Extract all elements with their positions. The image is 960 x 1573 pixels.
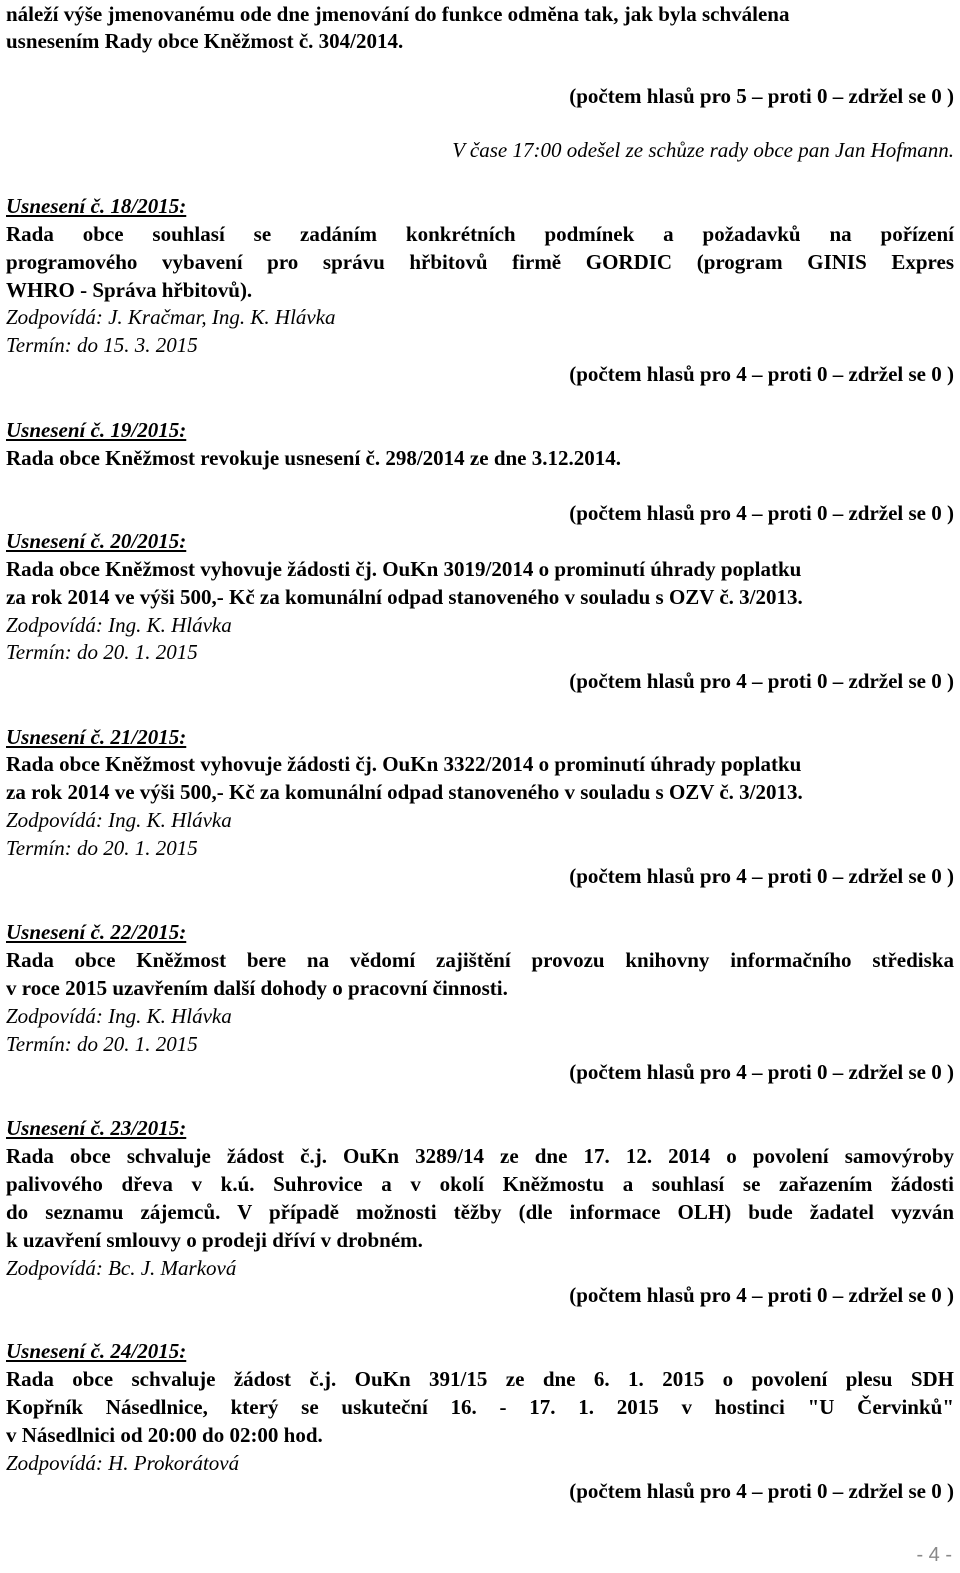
- page-number: - 4 -: [916, 1544, 952, 1566]
- resolution-23-heading: Usnesení č. 23/2015:: [6, 1116, 187, 1140]
- resolution-22-vote: (počtem hlasů pro 4 – proti 0 – zdržel se 0 ): [569, 1060, 954, 1084]
- intro-line-2: usnesením Rady obce Kněžmost č. 304/2014.: [6, 29, 404, 53]
- resolution-23-line-2: palivového dřeva v k.ú. Suhrovice a v okolí Kněžmostu a souhlasí se zařazením žádosti: [6, 1172, 954, 1196]
- resolution-23-line-3: do seznamu zájemců. V případě možnosti těžby (dle informace OLH) bude žadatel vyzván: [6, 1200, 954, 1224]
- resolution-19-vote: (počtem hlasů pro 4 – proti 0 – zdržel se 0 ): [569, 501, 954, 525]
- resolution-23-vote: (počtem hlasů pro 4 – proti 0 – zdržel se 0 ): [569, 1283, 954, 1307]
- intro-vote: (počtem hlasů pro 5 – proti 0 – zdržel se 0 ): [569, 84, 954, 108]
- resolution-21-line-1: Rada obce Kněžmost vyhovuje žádosti čj. OuKn 3322/2014 o prominutí úhrady poplatku: [6, 752, 802, 776]
- resolution-24-line-3: v Násedlnici od 20:00 do 02:00 hod.: [6, 1423, 323, 1447]
- resolution-20-line-2: za rok 2014 ve výši 500,- Kč za komunální odpad stanoveného v souladu s OZV č. 3/2013.: [6, 585, 803, 609]
- departure-note: V čase 17:00 odešel ze schůze rady obce pan Jan Hofmann.: [452, 138, 954, 162]
- resolution-22-responsible: Zodpovídá: Ing. K. Hlávka: [6, 1004, 232, 1028]
- resolution-21-line-2: za rok 2014 ve výši 500,- Kč za komunální odpad stanoveného v souladu s OZV č. 3/2013.: [6, 780, 803, 804]
- resolution-23-line-4: k uzavření smlouvy o prodeji dříví v drobném.: [6, 1228, 423, 1252]
- resolution-22-deadline: Termín: do 20. 1. 2015: [6, 1032, 198, 1056]
- resolution-18-line-2: programového vybavení pro správu hřbitovů firmě GORDIC (program GINIS Expres: [6, 250, 954, 274]
- resolution-20-responsible: Zodpovídá: Ing. K. Hlávka: [6, 613, 232, 637]
- resolution-20-line-1: Rada obce Kněžmost vyhovuje žádosti čj. OuKn 3019/2014 o prominutí úhrady poplatku: [6, 557, 802, 581]
- resolution-23-responsible: Zodpovídá: Bc. J. Marková: [6, 1256, 237, 1280]
- resolution-22-line-1: Rada obce Kněžmost bere na vědomí zajištění provozu knihovny informačního střediska: [6, 948, 954, 972]
- resolution-23-line-1: Rada obce schvaluje žádost č.j. OuKn 3289/14 ze dne 17. 12. 2014 o povolení samovýroby: [6, 1144, 954, 1168]
- resolution-18-heading: Usnesení č. 18/2015:: [6, 194, 187, 218]
- resolution-18-deadline: Termín: do 15. 3. 2015: [6, 333, 198, 357]
- resolution-20-heading: Usnesení č. 20/2015:: [6, 529, 187, 553]
- resolution-21-deadline: Termín: do 20. 1. 2015: [6, 836, 198, 860]
- resolution-22-line-2: v roce 2015 uzavřením další dohody o pracovní činnosti.: [6, 976, 508, 1000]
- resolution-18-line-3: WHRO - Správa hřbitovů).: [6, 278, 253, 302]
- resolution-24-line-2: Kopřník Násedlnice, který se uskuteční 16. - 17. 1. 2015 v hostinci "U Červinků": [6, 1395, 954, 1419]
- resolution-19-line-1: Rada obce Kněžmost revokuje usnesení č. 298/2014 ze dne 3.12.2014.: [6, 446, 621, 470]
- intro-line-1: náleží výše jmenovanému ode dne jmenování do funkce odměna tak, jak byla schválena: [6, 2, 790, 26]
- resolution-18-vote: (počtem hlasů pro 4 – proti 0 – zdržel se 0 ): [569, 362, 954, 386]
- resolution-21-vote: (počtem hlasů pro 4 – proti 0 – zdržel se 0 ): [569, 864, 954, 888]
- resolution-19-heading: Usnesení č. 19/2015:: [6, 418, 187, 442]
- resolution-24-vote: (počtem hlasů pro 4 – proti 0 – zdržel se 0 ): [569, 1479, 954, 1503]
- resolution-24-responsible: Zodpovídá: H. Prokorátová: [6, 1451, 240, 1475]
- resolution-24-line-1: Rada obce schvaluje žádost č.j. OuKn 391/15 ze dne 6. 1. 2015 o povolení plesu SDH: [6, 1367, 954, 1391]
- resolution-21-heading: Usnesení č. 21/2015:: [6, 725, 187, 749]
- resolution-21-responsible: Zodpovídá: Ing. K. Hlávka: [6, 808, 232, 832]
- resolution-22-heading: Usnesení č. 22/2015:: [6, 920, 187, 944]
- resolution-24-heading: Usnesení č. 24/2015:: [6, 1339, 187, 1363]
- resolution-18-line-1: Rada obce souhlasí se zadáním konkrétních podmínek a požadavků na pořízení: [6, 222, 954, 246]
- resolution-20-vote: (počtem hlasů pro 4 – proti 0 – zdržel se 0 ): [569, 669, 954, 693]
- resolution-18-responsible: Zodpovídá: J. Kračmar, Ing. K. Hlávka: [6, 305, 336, 329]
- resolution-20-deadline: Termín: do 20. 1. 2015: [6, 640, 198, 664]
